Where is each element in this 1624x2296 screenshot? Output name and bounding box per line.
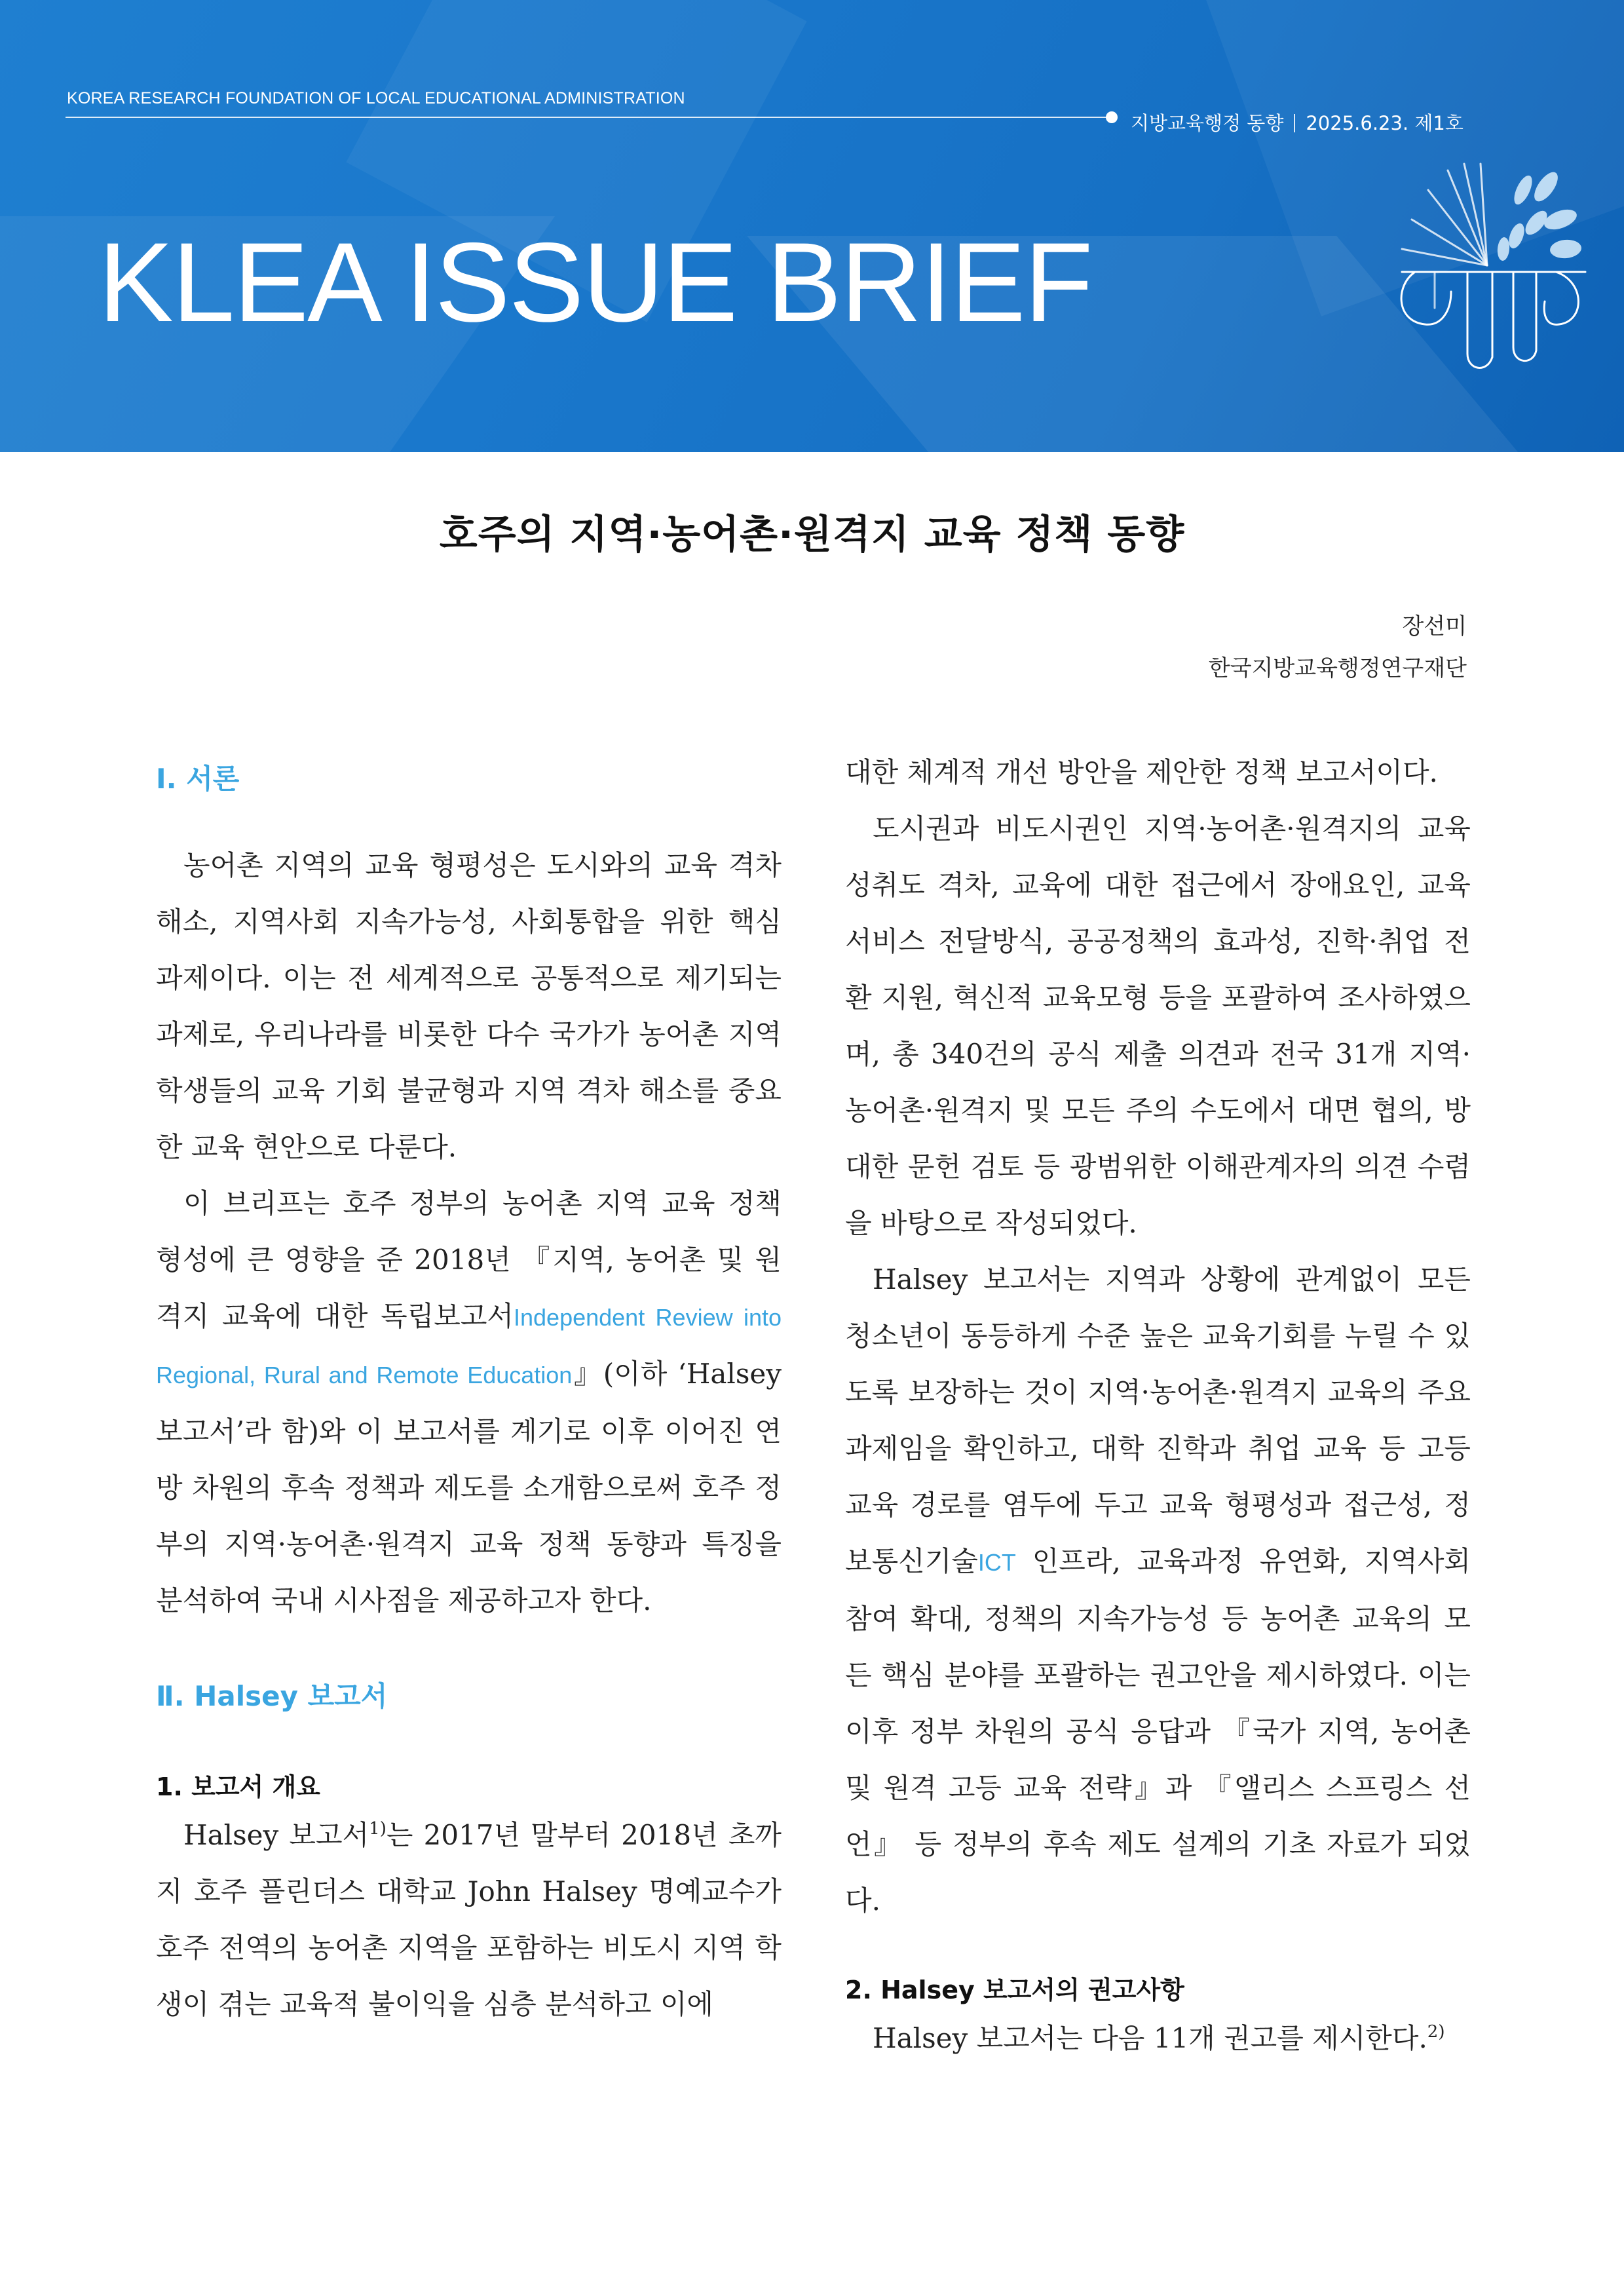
intro-paragraph-2-text-a: 이 브리프는 호주 정부의 농어촌 지역 교육 정책 형성에 큰 영향을 준 2018년 『지역, 농어촌 및 원격지 교육에 대한 독립보고서 (156, 1187, 782, 1332)
intro-paragraph-2-text-b: 』(이하 ‘Halsey 보고서’라 함)와 이 보고서를 계기로 이후 이어진 연방 차원의 후속 정책과 제도를 소개함으로써 호주 정부의 지역·농어촌·원격지 교육 정책 동향과 특징을 분석하여 국내 시사점을 제공하고자 한다. (156, 1358, 782, 1617)
section-heading-halsey-report: Ⅱ. Halsey 보고서 (156, 1680, 388, 1712)
ict-term: ICT (977, 1549, 1016, 1576)
issue-number: 제1호 (1414, 112, 1463, 134)
series-name: 지방교육행정 동향 (1131, 112, 1284, 134)
overview-continued-text: 대한 체계적 개선 방안을 제안한 정책 보고서이다. (845, 756, 1438, 788)
footnote-ref-1[interactable]: 1) (369, 1819, 387, 1839)
intro-paragraph-2 (156, 1176, 782, 1629)
overview-paragraph-3-text-b: 인프라, 교육과정 유연화, 지역사회 참여 확대, 정책의 지속가능성 등 농어촌 교육의 모든 핵심 분야를 포괄하는 권고안을 제시하였다. 이는 이후 정부 차원의 공식 응답과 『국가 지역, 농어촌 및 원격 고등 교육 전략』과 『앨리스 스프링스 선언』 등 정부의 후속 제도 설계의 기초 자료가 되었다. (845, 1545, 1471, 1917)
brief-title: KLEA ISSUE BRIEF (98, 220, 1092, 345)
overview-paragraph-3-text-a: Halsey 보고서는 지역과 상황에 관계없이 모든 청소년이 동등하게 수준 높은 교육기회를 누릴 수 있도록 보장하는 것이 지역·농어촌·원격지 교육의 주요 과제임을 확인하고, 대학 진학과 취업 교육 등 고등교육 경로를 염두에 두고 교육 형평성과 접근성, 정보통신기술 (845, 1263, 1471, 1577)
section-heading-introduction: Ⅰ. 서론 (156, 763, 240, 795)
author-affiliation: 한국지방교육행정연구재단 (1208, 655, 1467, 681)
intro-paragraph-1 (156, 837, 782, 1176)
subsection-heading-overview: 1. 보고서 개요 (156, 1772, 320, 1801)
overview-paragraph (156, 1807, 782, 2033)
overview-paragraph-text-a: Halsey 보고서 (183, 1819, 369, 1851)
header-bullet-dot (1106, 111, 1118, 123)
left-column (156, 754, 782, 2033)
author-name: 장선미 (1402, 613, 1467, 640)
issue-separator (1294, 114, 1295, 132)
header-banner (0, 0, 1624, 452)
subsection-heading-recommendations: 2. Halsey 보고서의 권고사항 (845, 1976, 1184, 2004)
issue-info (1131, 109, 1463, 136)
issue-date: 2025.6.23. (1306, 112, 1409, 134)
organization-name: KOREA RESEARCH FOUNDATION OF LOCAL EDUCATIONAL ADMINISTRATION (67, 89, 685, 107)
overview-paragraph-2 (845, 801, 1471, 1252)
klea-lotus-logo-icon (1389, 157, 1598, 380)
overview-paragraph-text-b: 는 2017년 말부터 2018년 초까지 호주 플린더스 대학교 John Halsey 명예교수가 호주 전역의 농어촌 지역을 포함하는 비도시 지역 학생이 겪는 교육적 불이익을 심층 분석하고 이에 (156, 1819, 782, 2020)
intro-paragraph-1-text: 농어촌 지역의 교육 형평성은 도시와의 교육 격차 해소, 지역사회 지속가능성, 사회통합을 위한 핵심 과제이다. 이는 전 세계적으로 공통적으로 제기되는 과제로, 우리나라를 비롯한 다수 국가가 농어촌 지역 학생들의 교육 기회 불균형과 지역 격차 해소를 중요한 교육 현안으로 다룬다. (156, 849, 782, 1163)
report-english-title: Independent Review into Regional, Rural and Remote Education (156, 1304, 782, 1388)
footnote-ref-2[interactable]: 2) (1427, 2022, 1445, 2042)
overview-paragraph-continued (845, 744, 1471, 801)
recommendations-intro (845, 2010, 1471, 2067)
recommendations-intro-text: Halsey 보고서는 다음 11개 권고를 제시한다. (873, 2022, 1427, 2054)
right-column (845, 757, 1471, 2067)
overview-paragraph-2-text: 도시권과 비도시권인 지역·농어촌·원격지의 교육 성취도 격차, 교육에 대한 접근에서 장애요인, 교육 서비스 전달방식, 공공정책의 효과성, 진학·취업 전환 지원, 혁신적 교육모형 등을 포괄하여 조사하였으며, 총 340건의 공식 제출 의견과 전국 31개 지역·농어촌·원격지 및 모든 주의 수도에서 대면 협의, 방대한 문헌 검토 등 광범위한 이해관계자의 의견 수렴을 바탕으로 작성되었다. (845, 813, 1471, 1239)
header-divider (66, 117, 1112, 118)
article-title: 호주의 지역·농어촌·원격지 교육 정책 동향 (439, 512, 1185, 558)
overview-paragraph-3 (845, 1252, 1471, 1929)
